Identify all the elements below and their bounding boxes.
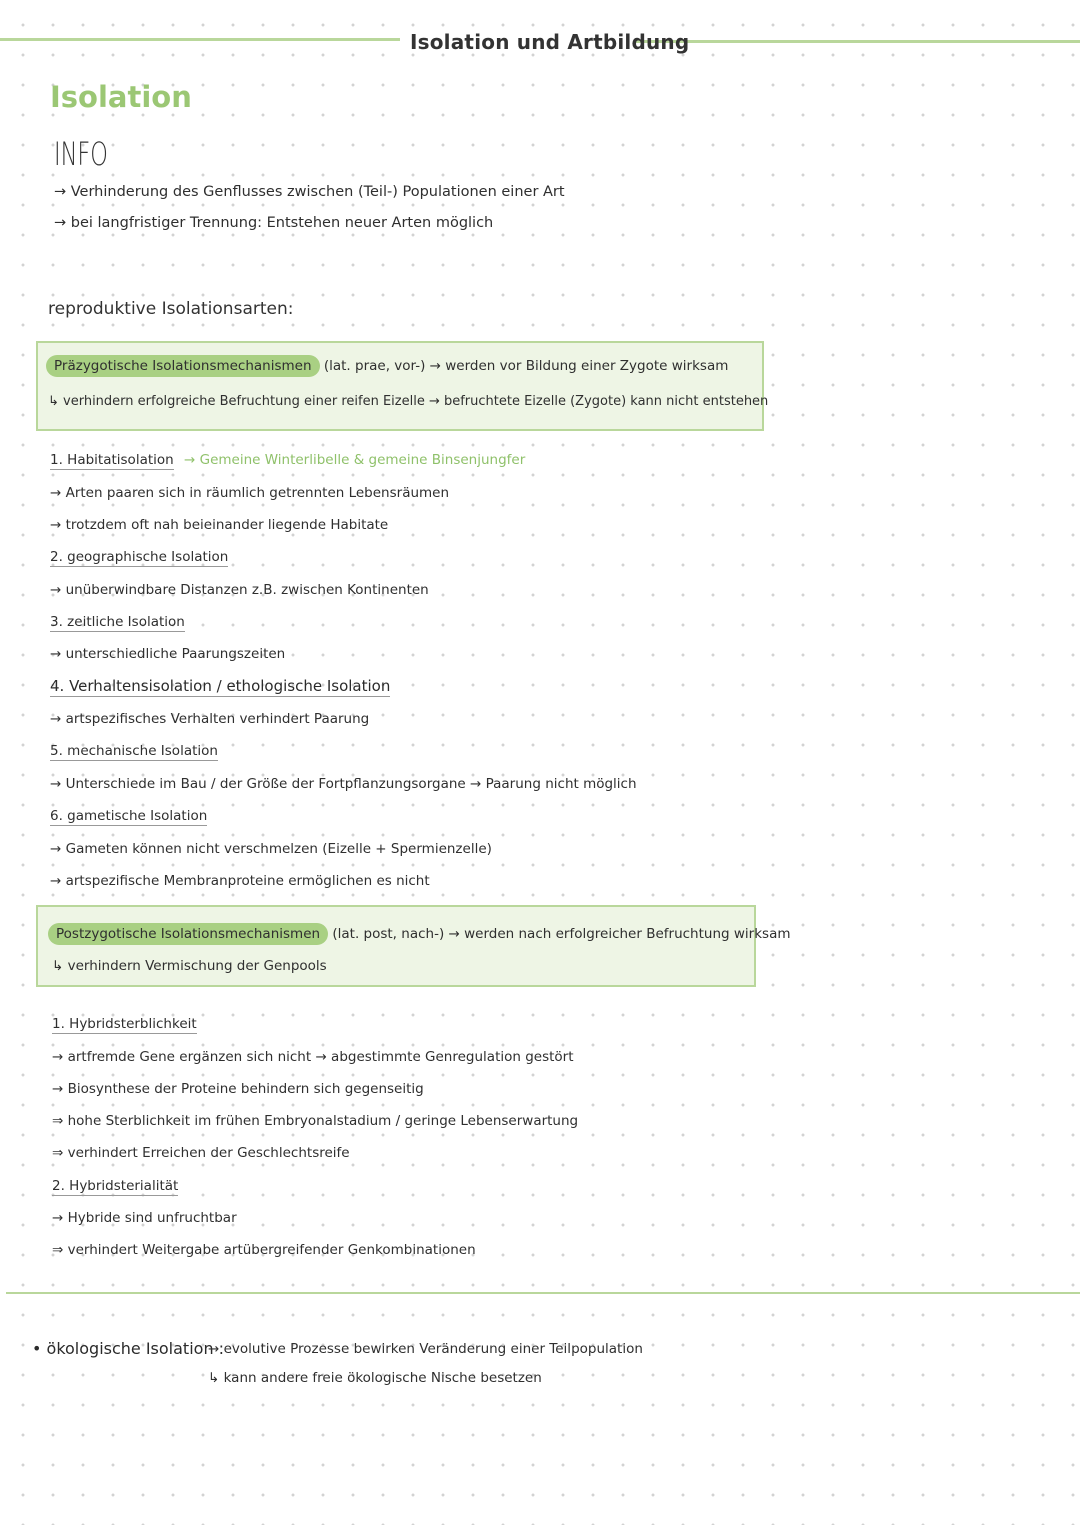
postzygotic-box xyxy=(36,905,756,987)
ecological-line-2: ↳ kann andere freie ökologische Nische besetzen xyxy=(208,1370,542,1386)
habitat-line-1: → Arten paaren sich in räumlich getrennten Lebensräumen xyxy=(50,485,450,501)
header-rule-left xyxy=(0,38,400,41)
habitat-line-2: → trotzdem oft nah beieinander liegende Habitate xyxy=(50,517,389,533)
mechanical-title-text: 5. mechanische Isolation xyxy=(50,743,218,759)
prezygotic-line2: ↳ verhindern erfolgreiche Befruchtung einer reifen Eizelle → befruchtete Eizelle (Zygote) kann nicht entstehen xyxy=(48,394,769,409)
postzygotic-desc: (lat. post, nach-) → werden nach erfolgreicher Befruchtung wirksam xyxy=(332,926,791,942)
section-heading: Isolation xyxy=(50,80,192,114)
habitat-title: 1. Habitatisolation xyxy=(50,452,174,468)
temporal-title xyxy=(50,614,185,630)
habitat-title-row xyxy=(50,452,525,468)
behavior-title-text: 4. Verhaltensisolation / ethologische Isolation xyxy=(50,677,391,695)
geo-title-text: 2. geographische Isolation xyxy=(50,549,229,565)
header-rule-right xyxy=(636,40,1080,43)
prezygotic-desc: (lat. prae, vor-) → werden vor Bildung einer Zygote wirksam xyxy=(323,358,729,374)
ecological-line-1: → evolutive Prozesse bewirken Veränderung einer Teilpopulation xyxy=(208,1341,643,1357)
hybrid-mortality-title xyxy=(52,1016,197,1032)
ecological-label: • ökologische Isolation : xyxy=(32,1339,225,1358)
gametic-line-1: → Gameten können nicht verschmelzen (Eizelle + Spermienzelle) xyxy=(50,841,492,857)
hybrid-mortality-line-4: ⇒ verhindert Erreichen der Geschlechtsreife xyxy=(52,1145,350,1161)
hybrid-sterility-line-1: → Hybride sind unfruchtbar xyxy=(52,1210,237,1226)
info-label: INFO xyxy=(54,135,108,173)
geo-line-1: → unüberwindbare Distanzen z.B. zwischen Kontinenten xyxy=(50,582,429,598)
geo-title xyxy=(50,549,228,565)
postzygotic-header xyxy=(48,926,791,942)
temporal-line-1: → unterschiedliche Paarungszeiten xyxy=(50,646,286,662)
gametic-title xyxy=(50,808,207,824)
hybrid-mortality-line-2: → Biosynthese der Proteine behindern sich gegenseitig xyxy=(52,1081,424,1097)
mechanical-title xyxy=(50,743,218,759)
hybrid-sterility-title xyxy=(52,1178,178,1194)
gametic-title-text: 6. gametische Isolation xyxy=(50,808,208,824)
gametic-line-2: → artspezifische Membranproteine ermöglichen es nicht xyxy=(50,873,430,889)
postzygotic-line2: ↳ verhindern Vermischung der Genpools xyxy=(52,958,327,974)
repro-heading: reproduktive Isolationsarten: xyxy=(48,299,294,319)
hybrid-sterility-line-2: ⇒ verhindert Weitergabe artübergreifender Genkombinationen xyxy=(52,1242,476,1258)
prezygotic-label: Präzygotische Isolationsmechanismen xyxy=(46,355,320,377)
hybrid-mortality-line-1: → artfremde Gene ergänzen sich nicht → abgestimmte Genregulation gestört xyxy=(52,1049,574,1065)
hybrid-mortality-title-text: 1. Hybridsterblichkeit xyxy=(52,1016,197,1032)
mechanical-line-1: → Unterschiede im Bau / der Größe der Fortpflanzungsorgane → Paarung nicht möglich xyxy=(50,776,637,792)
behavior-line-1: → artspezifisches Verhalten verhindert Paarung xyxy=(50,711,370,727)
info-line-2: → bei langfristiger Trennung: Entstehen neuer Arten möglich xyxy=(54,215,494,231)
hybrid-sterility-title-text: 2. Hybridsterialität xyxy=(52,1178,179,1194)
behavior-title xyxy=(50,677,390,695)
section-divider xyxy=(6,1292,1080,1294)
postzygotic-label: Postzygotische Isolationsmechanismen xyxy=(48,923,328,945)
habitat-example: → Gemeine Winterlibelle & gemeine Binsenjungfer xyxy=(184,452,526,468)
hybrid-mortality-line-3: ⇒ hohe Sterblichkeit im frühen Embryonalstadium / geringe Lebenserwartung xyxy=(52,1113,579,1129)
info-line-1: → Verhinderung des Genflusses zwischen (Teil-) Populationen einer Art xyxy=(54,184,565,200)
prezygotic-header xyxy=(46,358,728,374)
page-title: Isolation und Artbildung xyxy=(410,30,690,54)
temporal-title-text: 3. zeitliche Isolation xyxy=(50,614,185,630)
